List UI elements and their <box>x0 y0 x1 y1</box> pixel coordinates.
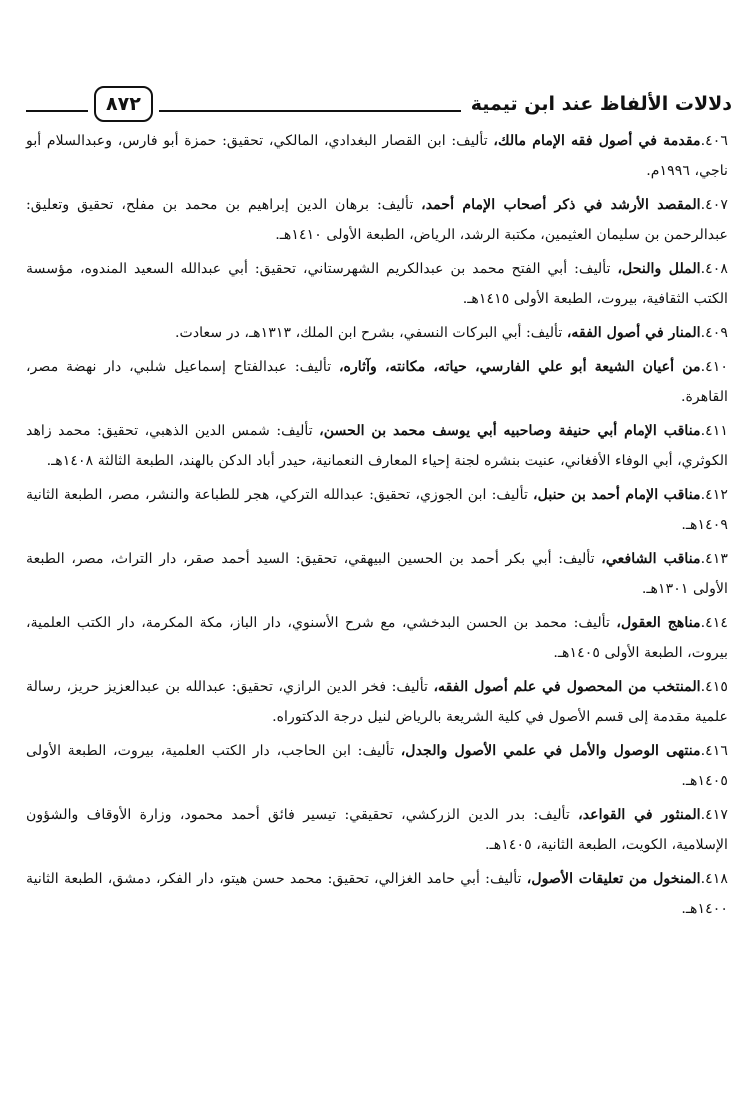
reference-details: تأليف: شمس الدين الذهبي، تحقيق: محمد زاهد الكوثري، أبي الوفاء الأفغاني، عنيت بنشره لجنة إحياء المعارف النعمانية، حيدر أباد الدكن بالهند، الطبعة الثالثة ١٤٠٨هـ. <box>26 423 728 469</box>
reference-item <box>26 416 732 476</box>
reference-title: المقصد الأرشد في ذكر أصحاب الإمام أحمد، <box>421 197 701 213</box>
reference-number: ٤٠٦. <box>700 133 728 149</box>
reference-item <box>26 864 732 924</box>
reference-title: المنار في أصول الفقه، <box>566 325 701 341</box>
reference-number: ٤١٧. <box>700 807 729 823</box>
reference-details: تأليف: ابن القصار البغدادي، المالكي، تحقيق: حمزة أبو فارس، وعبدالسلام أبو ناجي، ١٩٩٦م. <box>26 133 728 179</box>
reference-item <box>26 544 732 604</box>
reference-title: مناقب الشافعي، <box>601 551 701 567</box>
page-number: ٨٧٢ <box>94 86 153 122</box>
reference-title: من أعيان الشيعة أبو علي الفارسي، حياته، مكانته، وآثاره، <box>338 359 701 375</box>
header-rule-left <box>26 110 88 112</box>
reference-number: ٤١٣. <box>700 551 728 567</box>
reference-title: الملل والنحل، <box>617 261 701 277</box>
reference-number: ٤١٦. <box>700 743 729 759</box>
reference-item <box>26 672 732 732</box>
reference-item <box>26 126 732 186</box>
reference-list <box>26 126 732 924</box>
reference-number: ٤١١. <box>700 423 728 439</box>
reference-number: ٤١٥. <box>700 679 728 695</box>
reference-item <box>26 800 732 860</box>
reference-title: المنخول من تعليقات الأصول، <box>526 871 701 887</box>
reference-details: تأليف: محمد بن الحسن البدخشي، مع شرح الأسنوي، دار الباز، مكة المكرمة، دار الكتب العلمية، بيروت، الطبعة الأولى ١٤٠٥هـ. <box>26 615 728 661</box>
reference-details: تأليف: أبي حامد الغزالي، تحقيق: محمد حسن هيتو، دار الفكر، دمشق، الطبعة الثانية ١٤٠٠هـ. <box>26 871 728 917</box>
reference-number: ٤١٢. <box>700 487 728 503</box>
reference-number: ٤١٠. <box>700 359 728 375</box>
reference-details: تأليف: ابن الحاجب، دار الكتب العلمية، بيروت، الطبعة الأولى ١٤٠٥هـ. <box>26 743 728 789</box>
reference-title: مقدمة في أصول فقه الإمام مالك، <box>493 133 701 149</box>
reference-item <box>26 608 732 668</box>
reference-number: ٤١٨. <box>700 871 729 887</box>
reference-number: ٤١٤. <box>700 615 728 631</box>
reference-title: مناهج العقول، <box>616 615 701 631</box>
reference-details: تأليف: أبي البركات النسفي، بشرح ابن الملك، ١٣١٣هـ، در سعادت. <box>174 325 567 341</box>
reference-item <box>26 736 732 796</box>
reference-item <box>26 254 732 314</box>
reference-item <box>26 480 732 540</box>
reference-details: تأليف: فخر الدين الرازي، تحقيق: عبدالله بن عبدالعزيز حريز، رسالة علمية مقدمة إلى قسم الأصول في كلية الشريعة بالرياض لنيل درجة الدكتوراه. <box>26 679 728 725</box>
reference-item <box>26 352 732 412</box>
reference-title: المنتخب من المحصول في علم أصول الفقه، <box>433 679 701 695</box>
reference-item <box>26 190 732 250</box>
page <box>26 82 732 1082</box>
reference-details: تأليف: بدر الدين الزركشي، تحقيقي: تيسير فائق أحمد محمود، وزارة الأوقاف والشؤون الإسلامية، الكويت، الطبعة الثانية، ١٤٠٥هـ. <box>26 807 728 853</box>
reference-details: تأليف: عبدالفتاح إسماعيل شلبي، دار نهضة مصر، القاهرة. <box>26 359 728 405</box>
reference-title: مناقب الإمام أبي حنيفة وصاحبيه أبي يوسف محمد بن الحسن، <box>319 423 701 439</box>
reference-number: ٤٠٨. <box>700 261 728 277</box>
reference-item <box>26 318 732 348</box>
running-title: دلالات الألفاظ عند ابن تيمية <box>470 93 732 115</box>
running-header <box>26 82 732 126</box>
reference-details: تأليف: أبي بكر أحمد بن الحسين البيهقي، تحقيق: السيد أحمد صقر، دار التراث، مصر، الطبعة الأولى ١٣٠١هـ. <box>26 551 728 597</box>
reference-number: ٤٠٩. <box>700 325 728 341</box>
reference-number: ٤٠٧. <box>700 197 728 213</box>
reference-title: منتهى الوصول والأمل في علمي الأصول والجدل، <box>400 743 701 759</box>
reference-details: تأليف: ابن الجوزي، تحقيق: عبدالله التركي، هجر للطباعة والنشر، مصر، الطبعة الثانية ١٤٠٩هـ. <box>26 487 728 533</box>
reference-details: تأليف: أبي الفتح محمد بن عبدالكريم الشهرستاني، تحقيق: أبي عبدالله السعيد المندوه، مؤسسة الكتب الثقافية، بيروت، الطبعة الأولى ١٤١٥هـ. <box>26 261 728 307</box>
reference-details: تأليف: برهان الدين إبراهيم بن محمد بن مفلح، تحقيق وتعليق: عبدالرحمن بن سليمان العثيمين، مكتبة الرشد، الرياض، الطبعة الأولى ١٤١٠هـ. <box>26 197 728 243</box>
reference-title: مناقب الإمام أحمد بن حنبل، <box>533 487 701 503</box>
header-rule-right <box>159 110 461 112</box>
reference-title: المنثور في القواعد، <box>578 807 701 823</box>
